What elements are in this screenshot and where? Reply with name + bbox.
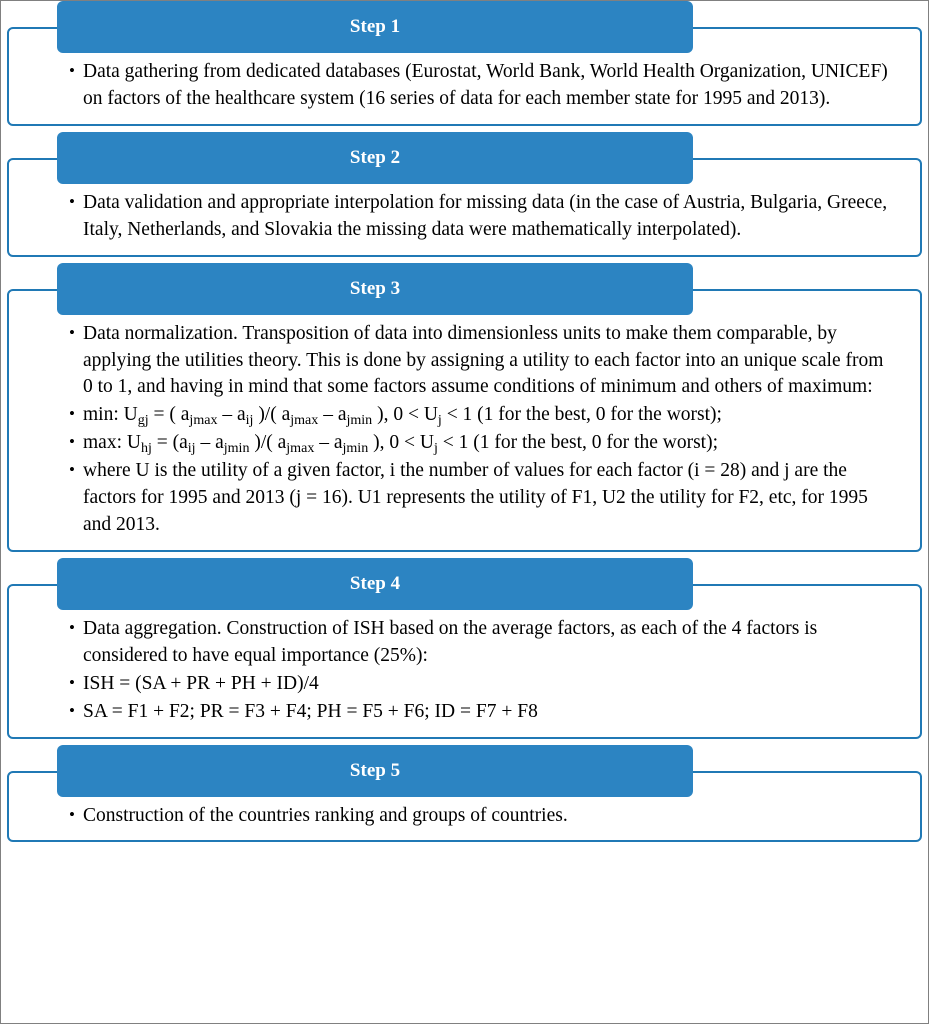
step-block-2 <box>7 132 922 257</box>
step-bullet-list-3 <box>69 321 894 539</box>
step-header-3: Step 3 <box>57 263 693 315</box>
list-item: • Data normalization. Transposition of data into dimensionless units to make them comparable, by applying the utilities theory. This is done by assigning a utility to each factor into an unique scale from 0 to 1, and having in mind that some factors assume conditions of minimum and others of maximum: <box>69 321 894 402</box>
step-bullet-list-4 <box>69 616 894 726</box>
list-item: • Construction of the countries ranking and groups of countries. <box>69 803 894 830</box>
step-block-1 <box>7 1 922 126</box>
step-header-4: Step 4 <box>57 558 693 610</box>
step-bullet-list-2 <box>69 190 894 244</box>
list-item: • Data validation and appropriate interpolation for missing data (in the case of Austria, Bulgaria, Greece, Italy, Netherlands, and Slovakia the missing data were mathematically interpolated). <box>69 190 894 244</box>
step-block-4 <box>7 558 922 739</box>
step-header-2: Step 2 <box>57 132 693 184</box>
list-item: • Data aggregation. Construction of ISH based on the average factors, as each of the 4 factors is considered to have equal importance (25%): <box>69 616 894 670</box>
step-header-1: Step 1 <box>57 1 693 53</box>
list-item: • max: $U_{hj} = (a_{ij} - a_{jmin}$ )/( $a_{jmax} - a_{jmin}$ ), $0 < U_j < 1$ (1 for the best, 0 for the worst); <box>69 430 894 457</box>
list-item: • min: $U_{gj}$ = ( $a_{jmax} - a_{ij}$ )/( $a_{jmax} - a_{jmin}$ ), $0 < U_j < 1$ (1 for the best, 0 for the worst); <box>69 402 894 429</box>
step-bullet-list-5 <box>69 803 894 830</box>
step-block-3 <box>7 263 922 552</box>
list-item: • where U is the utility of a given factor, i the number of values for each factor (i = 28) and j are the factors for 1995 and 2013 (j = 16). U1 represents the utility of F1, U2 the utility for F2, etc, for 1995 and 2013. <box>69 458 894 539</box>
list-item: • Data gathering from dedicated databases (Eurostat, World Bank, World Health Organization, UNICEF) on factors of the healthcare system (16 series of data for each member state for 1995 and 2013). <box>69 59 894 113</box>
step-block-5 <box>7 745 922 843</box>
step-header-5: Step 5 <box>57 745 693 797</box>
step-body-3 <box>7 289 922 552</box>
list-item: • ISH = (SA + PR + PH + ID)/4 <box>69 671 894 698</box>
list-item: • SA = F1 + F2; PR = F3 + F4; PH = F5 + F6; ID = F7 + F8 <box>69 699 894 726</box>
step-bullet-list-1 <box>69 59 894 113</box>
